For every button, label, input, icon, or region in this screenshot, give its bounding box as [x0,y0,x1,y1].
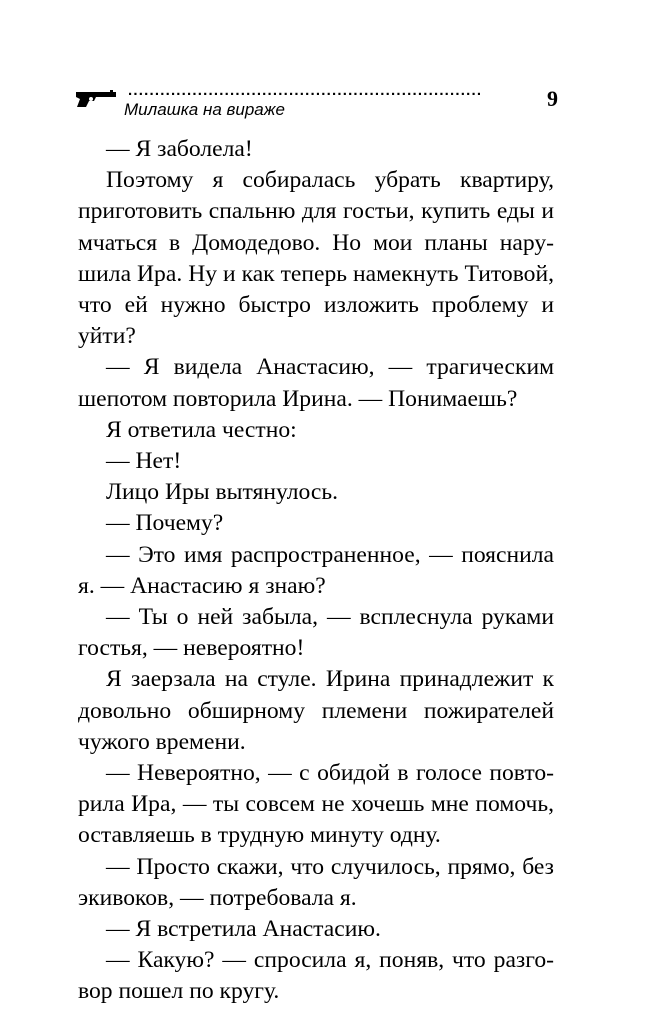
paragraph: — Невероятно, — с обидой в голосе повторила Ира, — ты совсем не хочешь мне помочь, оставляешь в трудную минуту одну. [78,760,554,849]
paragraph: — Просто скажи, что случилось, прямо, без экивоков, — потребовала я. [78,853,554,911]
paragraph: Поэтому я собиралась убрать квартиру, приготовить спальню для гостьи, купить еды и мчаться в Домодедово. Но мои планы нарушила Ира. Ну и как теперь намекнуть Титовой, что ей нужно быстро изложить проблему и уйти? [78,167,554,350]
paragraph: — Я встретила Анастасию. [106,916,381,943]
paragraph: Я ответила честно: [106,416,297,443]
paragraph: — Это имя распространенное, — пояснила я. — Анастасию я знаю? [78,541,554,599]
paragraph: — Я видела Анастасию, — трагическим шепотом повторила Ирина. — Понимаешь? [78,354,554,412]
dotted-rule: .................................................................. [128,84,483,98]
paragraph: Лицо Иры вытянулось. [106,479,339,506]
paragraph: — Я заболела! [106,136,253,162]
paragraph: Я заерзала на стуле. Ирина принадлежит к довольно обширному племени пожирателей чужого времени. [78,666,554,755]
paragraph: — Нет! [106,448,182,475]
page-number: 9 [547,86,558,111]
body-text [78,134,554,1008]
paragraph: — Какую? — спросила я, поняв, что разговор пошел по кругу. [78,947,554,1005]
revolver-icon [74,88,118,108]
paragraph: — Почему? [106,510,224,537]
running-header [74,82,558,122]
book-title: Милашка на вираже [124,100,285,119]
paragraph: — Ты о ней забыла, — всплеснула руками гостья, — невероятно! [78,604,554,662]
